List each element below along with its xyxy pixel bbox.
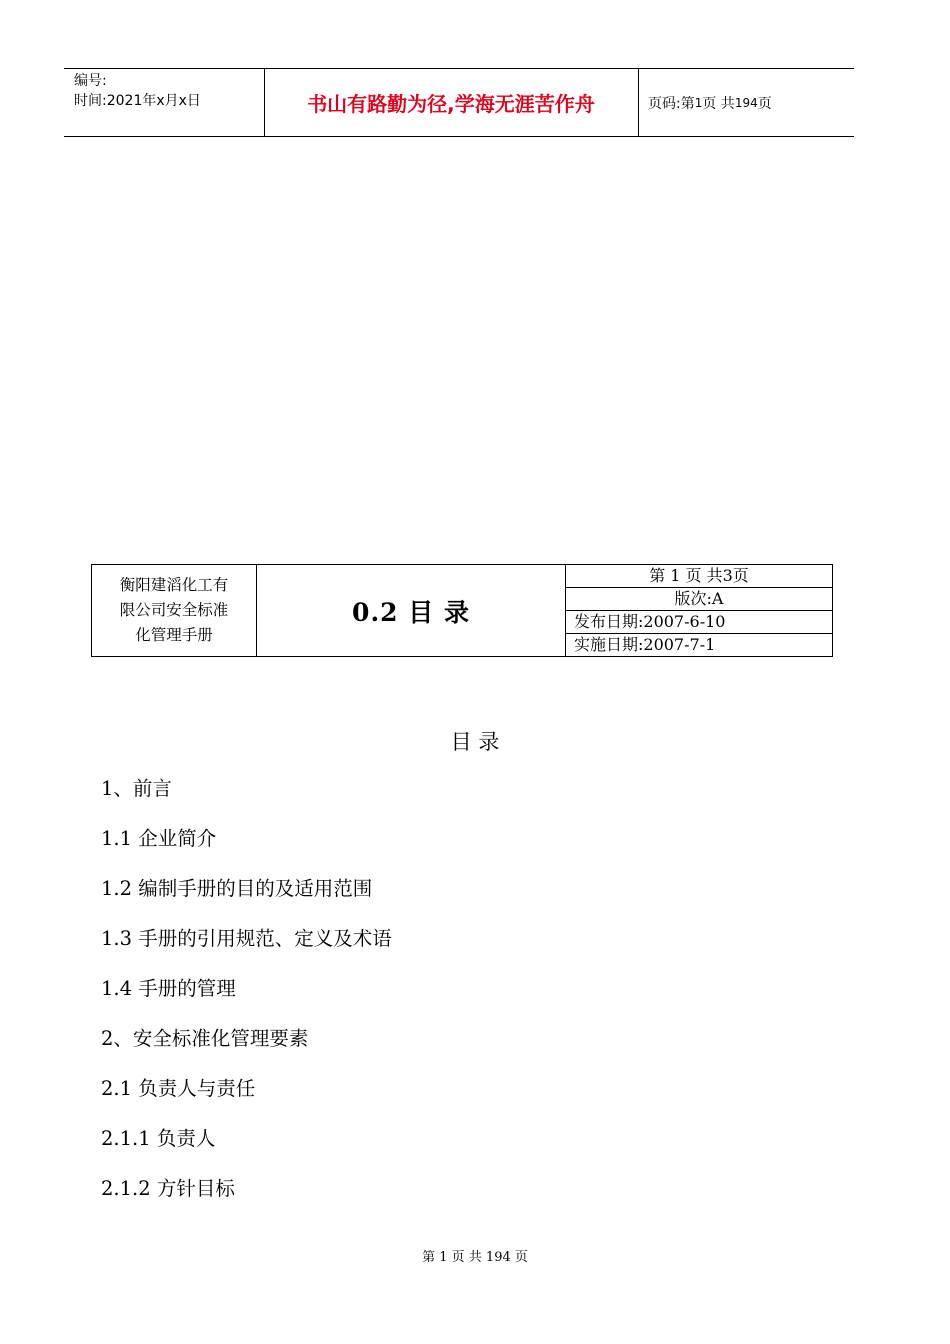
header-divider [638, 69, 639, 136]
toc-item: 2.1 负责人与责任 [101, 1077, 256, 1100]
page-header [64, 68, 854, 137]
number-label: 编号: [74, 73, 107, 89]
toc-item: 2.1.2 方针目标 [101, 1177, 235, 1200]
document-title: 0.2 目 录 [257, 565, 566, 657]
page-footer: 第 1 页 共 194 页 [422, 1250, 528, 1265]
toc-item: 1.3 手册的引用规范、定义及术语 [101, 927, 392, 950]
page-label-prefix: 页码:第 [648, 95, 695, 112]
effective-date: 实施日期:2007-7-1 [566, 634, 833, 657]
toc-heading: 目 录 [450, 730, 500, 754]
page-current: 1 [694, 95, 703, 110]
company-name-cell [92, 565, 257, 657]
page-info: 第 1 页 共3页 [566, 565, 833, 588]
company-name-line: 衡阳建滔化工有 [119, 576, 229, 594]
header-motto: 书山有路勤为径,学海无涯苦作舟 [307, 92, 595, 116]
toc-item: 1、前言 [101, 777, 172, 800]
page-label-mid: 页 共 [702, 95, 735, 112]
header-meta [74, 71, 201, 111]
page-label-suffix: 页 [757, 95, 772, 112]
manual-title-table [91, 564, 833, 657]
revision: 版次:A [566, 588, 833, 611]
toc-item: 2.1.1 负责人 [101, 1127, 216, 1150]
company-name-line: 限公司安全标准 [119, 601, 229, 619]
issue-date: 发布日期:2007-6-10 [566, 611, 833, 634]
toc-item: 1.2 编制手册的目的及适用范围 [101, 877, 373, 900]
time-label: 时间:2021年x月x日 [74, 93, 201, 109]
company-name-line: 化管理手册 [135, 626, 213, 644]
toc-list [101, 770, 392, 1220]
header-page-number [648, 69, 772, 136]
toc-item: 2、安全标准化管理要素 [101, 1027, 309, 1050]
page-total: 194 [734, 95, 758, 110]
toc-item: 1.1 企业简介 [101, 827, 217, 850]
toc-item: 1.4 手册的管理 [101, 977, 236, 1000]
